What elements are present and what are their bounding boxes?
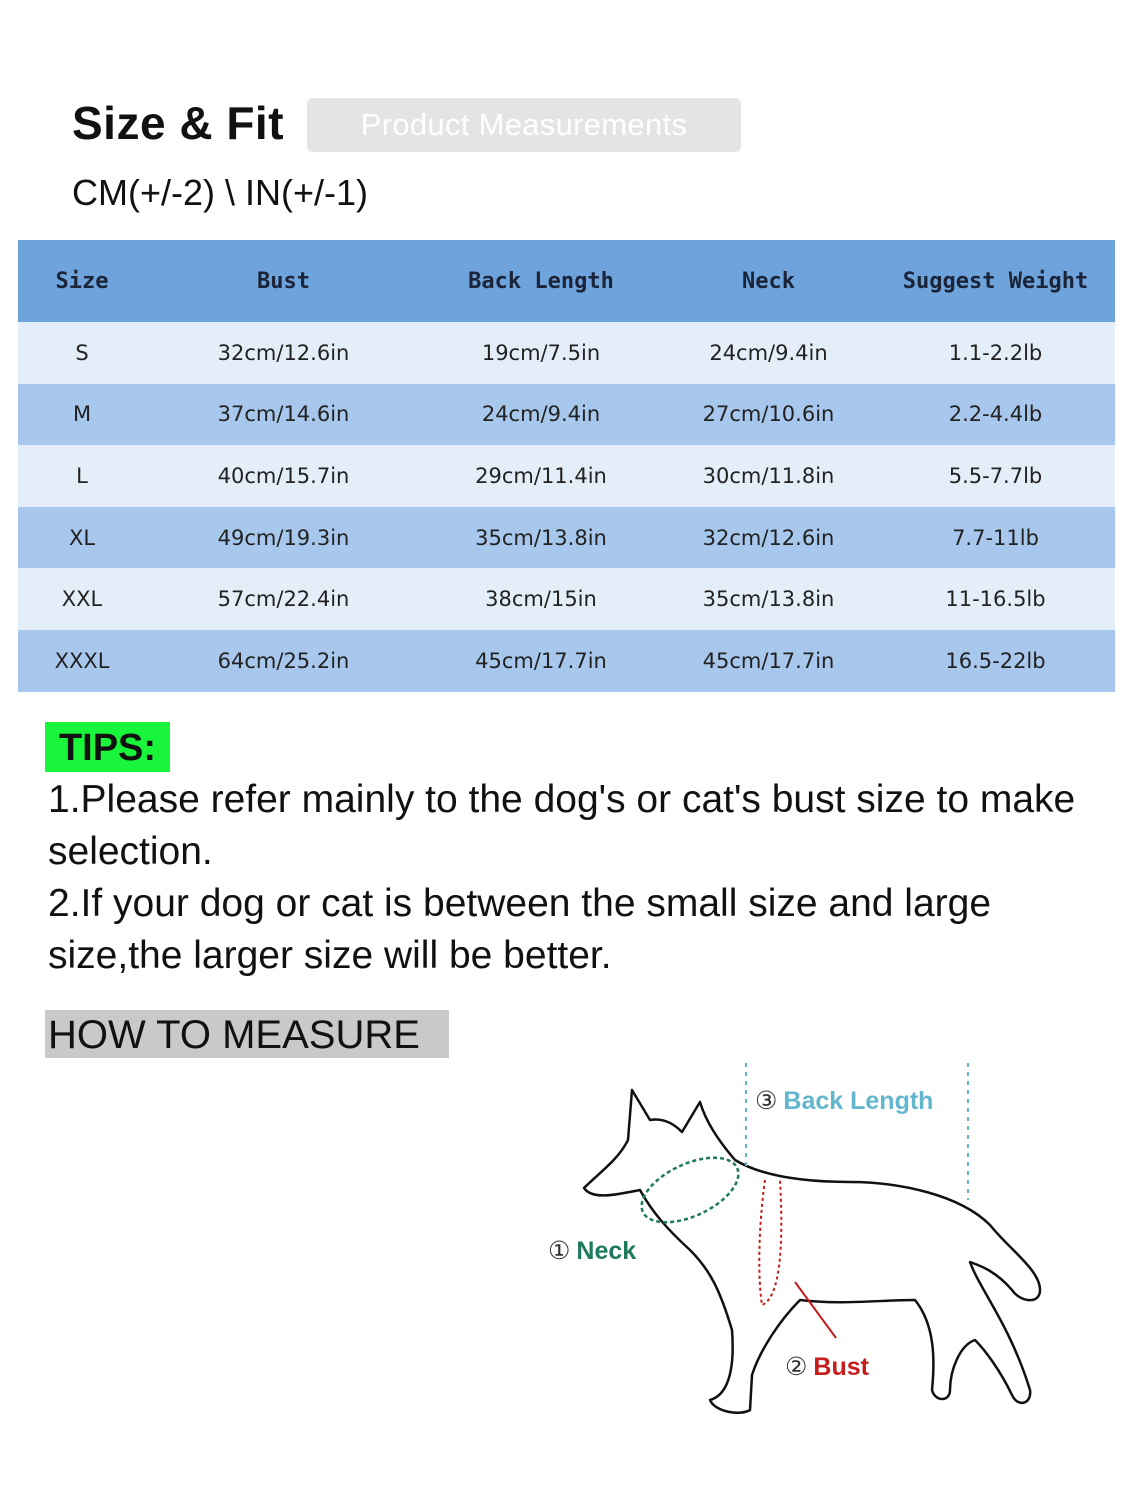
neck-measure-line bbox=[632, 1144, 748, 1235]
product-measurements-badge: Product Measurements bbox=[307, 98, 741, 152]
neck-cell: 45cm/17.7in bbox=[702, 648, 835, 673]
size-cell: L bbox=[76, 463, 88, 488]
tips-heading: TIPS: bbox=[45, 722, 170, 772]
tips-list bbox=[48, 774, 1108, 982]
table-row bbox=[18, 507, 1115, 569]
bust-text: Bust bbox=[813, 1353, 869, 1381]
column-header-neck: Neck bbox=[742, 268, 795, 294]
back-length-cell: 45cm/17.7in bbox=[475, 648, 607, 673]
neck-cell: 35cm/13.8in bbox=[702, 587, 835, 612]
table-header-row bbox=[18, 240, 1115, 322]
table-row bbox=[18, 445, 1115, 507]
neck-text: Neck bbox=[576, 1237, 637, 1265]
tip-item: 1.Please refer mainly to the dog's or cat's bust size to make selection. bbox=[48, 778, 1076, 873]
size-cell: XXL bbox=[61, 587, 103, 612]
page-title: Size & Fit bbox=[72, 97, 285, 149]
back-length-cell: 29cm/11.4in bbox=[475, 463, 607, 488]
size-table bbox=[18, 240, 1115, 692]
neck-number: ① bbox=[548, 1237, 571, 1265]
table-row bbox=[18, 322, 1115, 384]
size-cell: XXXL bbox=[54, 648, 110, 673]
back-length-label bbox=[755, 1086, 933, 1116]
table-row bbox=[18, 384, 1115, 446]
back-length-cell: 24cm/9.4in bbox=[481, 402, 601, 427]
bust-label bbox=[785, 1352, 869, 1382]
size-cell: S bbox=[75, 340, 89, 365]
how-to-measure-heading: HOW TO MEASURE bbox=[45, 1010, 449, 1058]
bust-cell: 37cm/14.6in bbox=[217, 402, 350, 427]
column-header-suggest-weight: Suggest Weight bbox=[902, 268, 1089, 294]
neck-cell: 30cm/11.8in bbox=[702, 463, 835, 488]
neck-cell: 27cm/10.6in bbox=[702, 402, 835, 427]
neck-cell: 32cm/12.6in bbox=[702, 525, 835, 550]
weight-cell: 1.1-2.2lb bbox=[948, 340, 1043, 365]
bust-cell: 64cm/25.2in bbox=[217, 648, 350, 673]
back-length-number: ③ bbox=[755, 1087, 778, 1115]
bust-cell: 40cm/15.7in bbox=[217, 463, 350, 488]
bust-number: ② bbox=[785, 1353, 808, 1381]
bust-cell: 32cm/12.6in bbox=[217, 340, 350, 365]
weight-cell: 2.2-4.4lb bbox=[948, 402, 1043, 427]
table-row bbox=[18, 568, 1115, 630]
weight-cell: 11-16.5lb bbox=[945, 587, 1046, 612]
back-length-cell: 38cm/15in bbox=[485, 587, 597, 612]
column-header-bust: Bust bbox=[257, 268, 310, 294]
bust-measure-line bbox=[759, 1180, 781, 1305]
bust-pointer-line bbox=[795, 1282, 836, 1338]
weight-cell: 7.7-11lb bbox=[952, 525, 1039, 550]
neck-label bbox=[548, 1236, 636, 1266]
units-tolerance: CM(+/-2) \ IN(+/-1) bbox=[72, 172, 369, 213]
column-header-back-length: Back Length bbox=[468, 268, 614, 294]
weight-cell: 16.5-22lb bbox=[945, 648, 1046, 673]
bust-cell: 49cm/19.3in bbox=[217, 525, 350, 550]
column-header-size: Size bbox=[55, 268, 109, 294]
back-length-cell: 35cm/13.8in bbox=[475, 525, 607, 550]
neck-cell: 24cm/9.4in bbox=[709, 340, 828, 365]
back-length-cell: 19cm/7.5in bbox=[481, 340, 601, 365]
table-row bbox=[18, 630, 1115, 692]
weight-cell: 5.5-7.7lb bbox=[948, 463, 1043, 488]
size-cell: M bbox=[72, 402, 92, 427]
bust-cell: 57cm/22.4in bbox=[217, 587, 350, 612]
size-cell: XL bbox=[68, 525, 96, 550]
tip-item: 2.If your dog or cat is between the small size and large size,the larger size will be better. bbox=[48, 882, 992, 977]
back-length-text: Back Length bbox=[783, 1087, 934, 1115]
